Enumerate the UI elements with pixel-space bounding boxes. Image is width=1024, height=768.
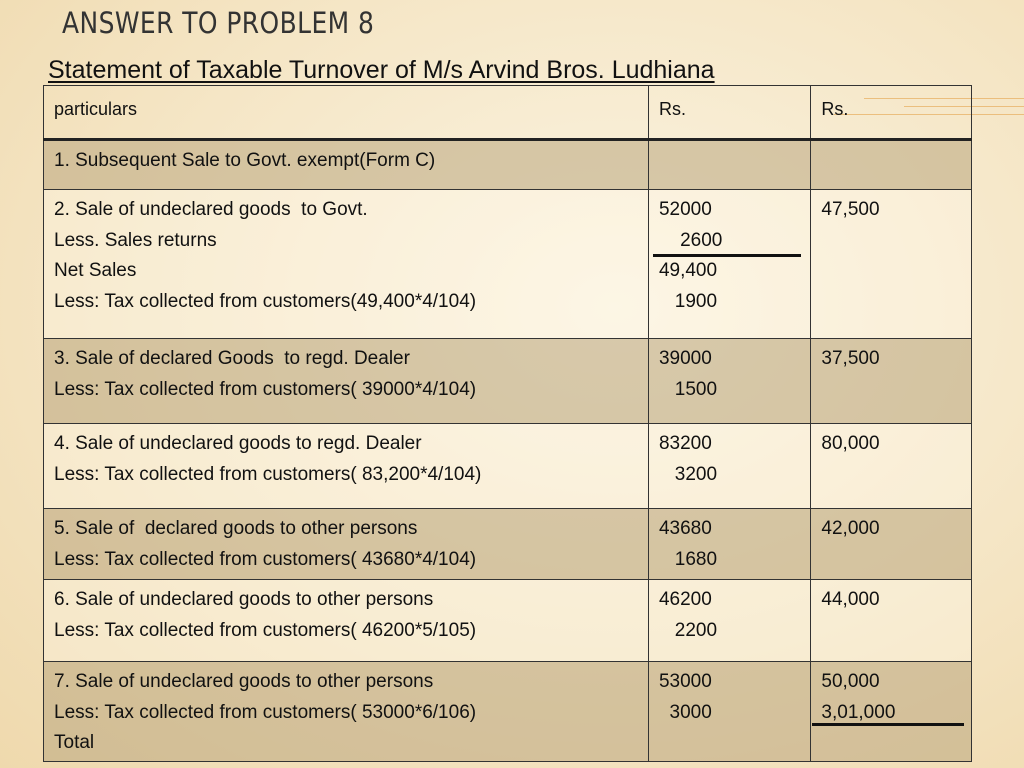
table-row <box>44 424 972 509</box>
cell-line: Less: Tax collected from customers( 83,200*4/104) <box>54 463 482 485</box>
rs2-cell <box>811 190 972 339</box>
cell-line: 5. Sale of declared goods to other persons <box>54 518 418 539</box>
rs2-cell <box>811 662 972 762</box>
cell-line: 1680 <box>658 548 718 570</box>
cell-line: 2. Sale of undeclared goods to Govt. <box>54 199 368 220</box>
cell-line: 2600 <box>658 229 723 251</box>
cell-line: Net Sales <box>54 260 137 281</box>
cell-line: 43680 <box>658 518 712 539</box>
cell-line: 3200 <box>658 463 718 485</box>
cell-line: Less: Tax collected from customers( 39000*4/104) <box>54 378 477 400</box>
cell-line: 80,000 <box>821 433 880 454</box>
cell-line: 1. Subsequent Sale to Govt. exempt(Form C) <box>54 150 436 171</box>
table-row <box>44 509 972 580</box>
cell-line: Less: Tax collected from customers( 46200*5/105) <box>54 619 477 641</box>
cell-line: 3000 <box>658 701 712 723</box>
turnover-table <box>43 85 972 762</box>
cell-line: 52000 <box>658 199 712 220</box>
particulars-cell <box>44 662 649 762</box>
cell-line: 53000 <box>658 671 712 692</box>
cell-line: Less: Tax collected from customers( 53000*6/106) <box>54 701 477 723</box>
cell-line: Less: Tax collected from customers( 43680*4/104) <box>54 548 477 570</box>
rs1-cell <box>648 339 810 424</box>
cell-line: 83200 <box>658 433 712 454</box>
rs2-cell <box>811 580 972 662</box>
rs2-cell <box>811 339 972 424</box>
table-row <box>44 580 972 662</box>
rs2-cell <box>811 424 972 509</box>
rs1-cell <box>648 580 810 662</box>
cell-line: 2200 <box>658 619 718 641</box>
particulars-cell <box>44 424 649 509</box>
cell-line: 1500 <box>658 378 718 400</box>
cell-line: 39000 <box>658 348 712 369</box>
rs2-cell <box>811 509 972 580</box>
statement-title: Statement of Taxable Turnover of M/s Arvind Bros. Ludhiana <box>48 56 715 84</box>
header-particulars: particulars <box>44 86 649 140</box>
cell-line: Less: Tax collected from customers(49,400*4/104) <box>54 290 477 312</box>
particulars-cell <box>44 140 649 190</box>
cell-line: Less. Sales returns <box>54 229 217 251</box>
particulars-cell <box>44 580 649 662</box>
header-rs-2: Rs. <box>811 86 972 140</box>
cell-line: 44,000 <box>821 589 880 610</box>
cell-line: Total <box>54 732 95 753</box>
slide-heading: ANSWER TO PROBLEM 8 <box>62 6 375 40</box>
table-row <box>44 662 972 762</box>
header-rs-1: Rs. <box>648 86 810 140</box>
rs1-cell <box>648 424 810 509</box>
rs1-cell <box>648 190 810 339</box>
cell-line: 49,400 <box>658 260 718 281</box>
particulars-cell <box>44 190 649 339</box>
rs1-cell <box>648 140 810 190</box>
cell-line: 1900 <box>658 290 718 312</box>
table-row <box>44 140 972 190</box>
subtotal-underline-rs1 <box>653 254 801 257</box>
rs2-cell <box>811 140 972 190</box>
cell-line: 3. Sale of declared Goods to regd. Dealer <box>54 348 410 369</box>
table-header-row <box>44 86 972 140</box>
rs1-cell <box>648 509 810 580</box>
cell-line: 6. Sale of undeclared goods to other persons <box>54 589 434 610</box>
table-row <box>44 339 972 424</box>
cell-line: 47,500 <box>821 199 880 220</box>
cell-line: 46200 <box>658 589 712 610</box>
particulars-cell <box>44 339 649 424</box>
rs1-cell <box>648 662 810 762</box>
subtotal-underline-rs2 <box>812 723 964 726</box>
particulars-cell <box>44 509 649 580</box>
cell-line: 37,500 <box>821 348 880 369</box>
cell-line: 50,000 <box>821 671 880 692</box>
cell-line: 7. Sale of undeclared goods to other persons <box>54 671 434 692</box>
table-row <box>44 190 972 339</box>
cell-line: 4. Sale of undeclared goods to regd. Dealer <box>54 433 422 454</box>
cell-line: 3,01,000 <box>821 701 896 723</box>
cell-line: 42,000 <box>821 518 880 539</box>
